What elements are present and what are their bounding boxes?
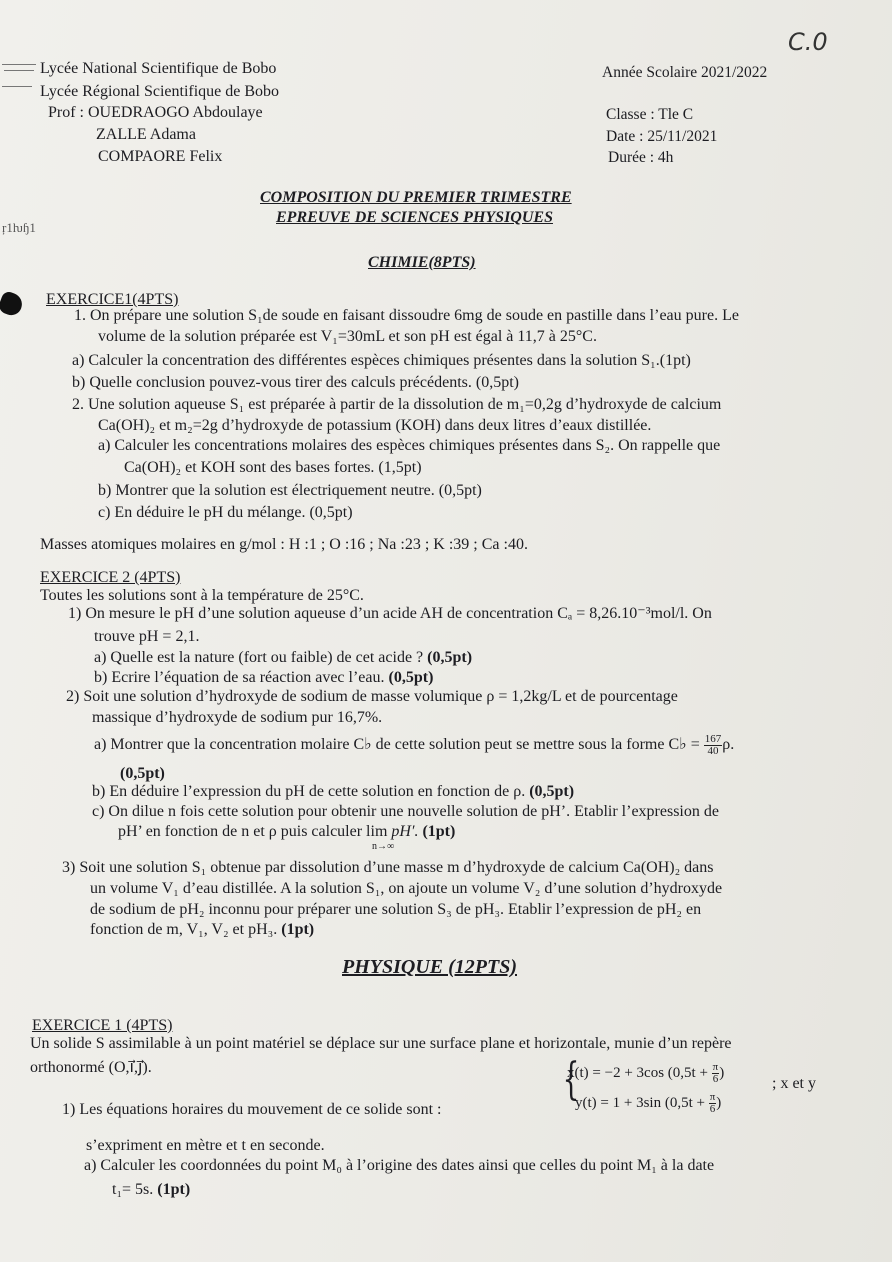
exercise-heading: EXERCICE 2 (4PTS): [40, 569, 181, 586]
exam-title-2: EPREUVE DE SCIENCES PHYSIQUES: [276, 209, 553, 226]
question-line: 1) Les équations horaires du mouvement de ce solide sont :: [62, 1101, 442, 1118]
school-name-1: Lycée National Scientifique de Bobo: [40, 60, 277, 77]
margin-dash: [4, 70, 34, 71]
physics-title: PHYSIQUE (12PTS): [342, 956, 517, 978]
equation-note: ; x et y: [772, 1075, 816, 1092]
question-line: 2) Soit une solution d’hydroxyde de sodium de masse volumique ρ = 1,2kg/L et de pourcentage: [66, 688, 678, 705]
question-line: c) En déduire le pH du mélange. (0,5pt): [98, 504, 353, 521]
question-line: b) Quelle conclusion pouvez-vous tirer des calculs précédents. (0,5pt): [72, 374, 519, 391]
question-line: pH’ en fonction de n et ρ puis calculer lim n→∞ pH′. (1pt): [118, 823, 456, 852]
question-line: 3) Soit une solution S₁ obtenue par dissolution d’une masse m d’hydroxyde de calcium Ca(OH)₂ dans: [62, 859, 714, 876]
exercise-heading: EXERCICE1(4PTS): [46, 291, 179, 308]
question-line: Un solide S assimilable à un point matériel se déplace sur une surface plane et horizontale, munie d’un repère: [30, 1035, 732, 1052]
question-line: 2. Une solution aqueuse S₁ est préparée à partir de la dissolution de m₁=0,2g d’hydroxyde de calcium: [72, 396, 722, 413]
duration-line: Durée : 4h: [608, 149, 674, 166]
question-line: s’expriment en mètre et t en seconde.: [86, 1137, 325, 1154]
exam-title-1: COMPOSITION DU PREMIER TRIMESTRE: [260, 189, 572, 206]
exercise-heading: EXERCICE 1 (4PTS): [32, 1017, 173, 1034]
chemistry-title: CHIMIE(8PTS): [368, 254, 476, 271]
question-line: un volume V₁ d’eau distillée. A la solution S₁, on ajoute un volume V₂ d’une solution d’hydroxyde: [90, 880, 723, 897]
date-line: Date : 25/11/2021: [606, 128, 718, 145]
intro-line: Toutes les solutions sont à la température de 25°C.: [40, 587, 364, 604]
question-line: a) Calculer les concentrations molaires des espèces chimiques présentes dans S₂. On rappelle que: [98, 437, 721, 454]
atomic-masses: Masses atomiques molaires en g/mol : H :1 ; O :16 ; Na :23 ; K :39 ; Ca :40.: [40, 536, 528, 553]
fraction: $\frac{167}{40}$: [704, 733, 722, 757]
question-line: trouve pH = 2,1.: [94, 628, 200, 645]
question-line: b) Montrer que la solution est électriquement neutre. (0,5pt): [98, 482, 482, 499]
question-line: t₁= 5s. (1pt): [112, 1181, 191, 1198]
equation-x: x(t) = −2 + 3cos (0,5t + $\frac{\pi}{6}$ ): [567, 1061, 725, 1085]
brace-icon: {: [562, 1054, 580, 1105]
question-line: massique d’hydroxyde de sodium pur 16,7%.: [92, 709, 383, 726]
prof-line: Prof : OUEDRAOGO Abdoulaye: [48, 104, 263, 121]
school-year: Année Scolaire 2021/2022: [602, 64, 768, 81]
question-line: c) On dilue n fois cette solution pour obtenir une nouvelle solution de pH’. Etablir l’expression de: [92, 803, 719, 820]
prof-2: ZALLE Adama: [96, 126, 196, 143]
question-line: orthonormé (O,ı⃗,ȷ⃗).: [30, 1059, 152, 1076]
margin-dash: [2, 64, 36, 65]
points: (0,5pt): [120, 765, 165, 782]
question-line: volume de la solution préparée est V₁=30mL et son pH est égal à 11,7 à 25°C.: [98, 328, 597, 345]
question-line: a) Montrer que la concentration molaire C♭ de cette solution peut se mettre sous la forme C♭ = $\frac{167}{40}$ ρ.: [94, 733, 735, 757]
question-line: fonction de m, V₁, V₂ et pH₃. (1pt): [90, 921, 315, 938]
question-line: Ca(OH)₂ et KOH sont des bases fortes. (1,5pt): [124, 459, 422, 476]
margin-dash: [2, 86, 32, 87]
question-line: b) En déduire l’expression du pH de cette solution en fonction de ρ. (0,5pt): [92, 783, 575, 800]
class-line: Classe : Tle C: [606, 106, 694, 123]
ink-blot-icon: [0, 290, 25, 318]
school-name-2: Lycée Régional Scientifique de Bobo: [40, 83, 280, 100]
equation-y: y(t) = 1 + 3sin (0,5t + $\frac{\pi}{6}$ ): [575, 1091, 722, 1115]
question-line: a) Quelle est la nature (fort ou faible) de cet acide ? (0,5pt): [94, 649, 473, 666]
question-line: a) Calculer la concentration des différentes espèces chimiques présentes dans la solution S₁.(1pt): [72, 352, 691, 369]
question-line: 1) On mesure le pH d’une solution aqueuse d’un acide AH de concentration Cₐ = 8,26.10⁻³mol/l. On: [68, 605, 712, 622]
question-line: Ca(OH)₂ et m₂=2g d’hydroxyde de potassium (KOH) dans deux litres d’eaux distillée.: [98, 417, 652, 434]
question-line: 1. On prépare une solution S₁de soude en faisant dissoudre 6mg de soude en pastille dans l’eau pure. Le: [74, 307, 739, 324]
question-line: a) Calculer les coordonnées du point M₀ à l’origine des dates ainsi que celles du point M₁ à la date: [84, 1157, 715, 1174]
question-line: de sodium de pH₂ inconnu pour préparer une solution S₃ de pH₃. Etablir l’expression de pH₂ en: [90, 901, 702, 918]
prof-3: COMPAORE Felix: [98, 148, 223, 165]
margin-mark: ŗ1ƕɧ1: [2, 220, 36, 235]
question-line: b) Ecrire l’équation de sa réaction avec l’eau. (0,5pt): [94, 669, 434, 686]
limit-expression: lim n→∞: [366, 823, 395, 852]
corner-mark: C.0: [788, 28, 828, 56]
